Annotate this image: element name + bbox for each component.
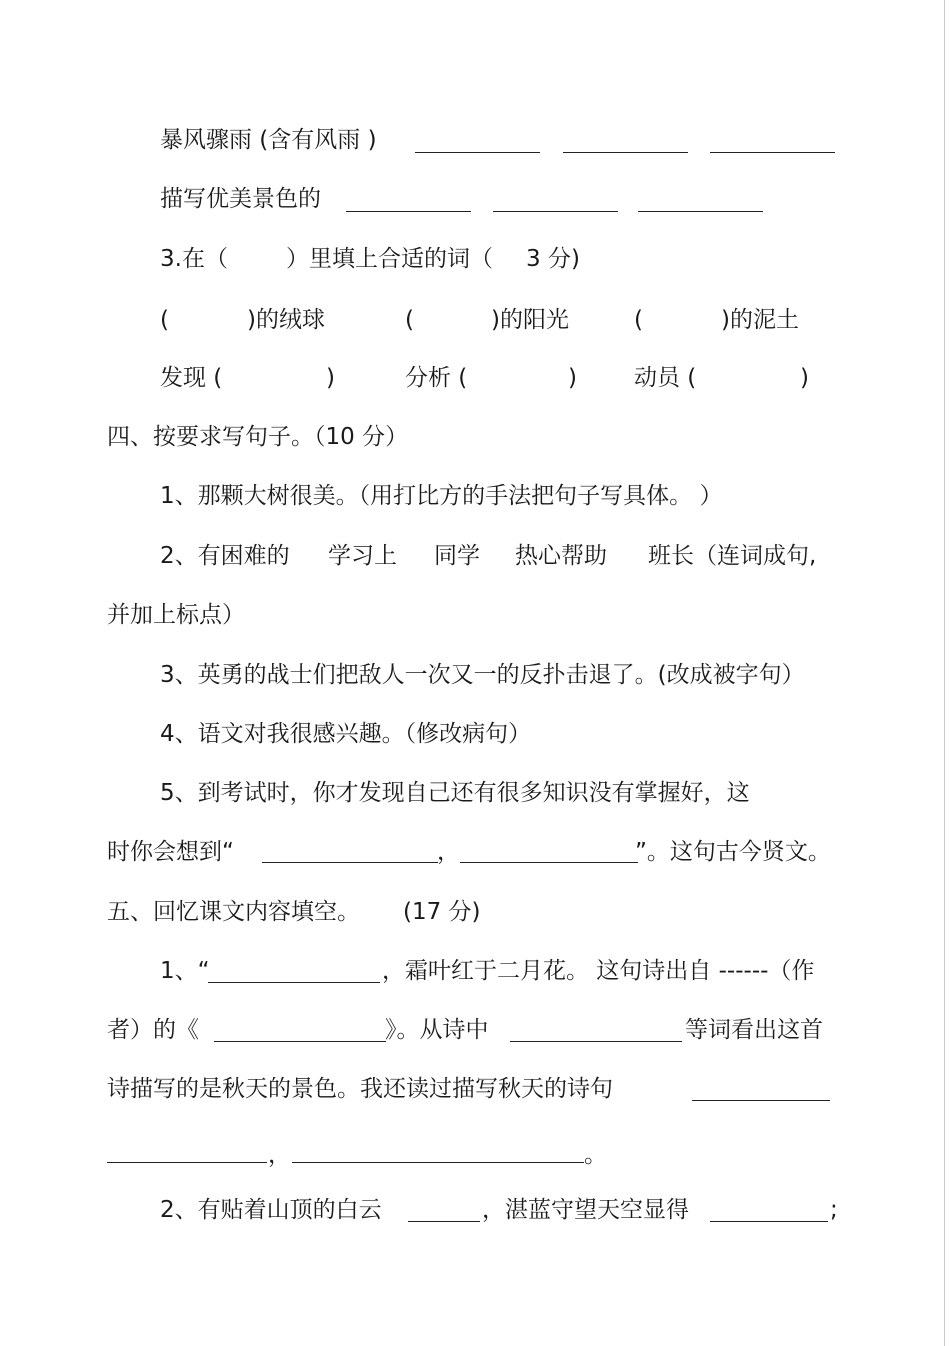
q5-cont-b: ”。这句古今贤文。 — [635, 839, 831, 865]
fill-row1-open-1: ( — [160, 307, 169, 333]
fill-row-2 — [160, 363, 860, 393]
q2-a: 2、有贴着山顶的白云 — [160, 1197, 382, 1223]
fill-words-score: 3 分) — [526, 246, 580, 272]
q1-blank-3[interactable] — [510, 1041, 682, 1042]
q1-a: 1、“ — [160, 958, 210, 984]
q1-blank-4[interactable] — [692, 1100, 830, 1101]
q1-e: 等词看出这首 — [685, 1017, 823, 1043]
q1-blank-2[interactable] — [214, 1041, 386, 1042]
q1-blank-1[interactable] — [208, 982, 380, 983]
storm-blank-3[interactable] — [710, 152, 835, 153]
q5-comma: ， — [437, 839, 460, 865]
q2-word-4: 热心帮助 — [515, 543, 607, 569]
q2-word-5: 班长（连词成句, — [648, 543, 817, 569]
fill-row-1 — [160, 305, 860, 335]
q1-c: 者）的《 — [107, 1017, 199, 1043]
fill-row1-open-2: ( — [405, 307, 414, 333]
q1-period: 。 — [584, 1142, 607, 1168]
section4-title: 四、按要求写句子。（10 分） — [107, 424, 409, 450]
fill-row1-close-1: )的绒球 — [247, 307, 325, 333]
section5-q1-line3: 诗描写的是秋天的景色。我还读过描写秋天的诗句 — [107, 1076, 613, 1102]
fill-words-prefix: 3.在（ — [160, 246, 228, 272]
storm-blank-1[interactable] — [415, 152, 540, 153]
storm-blank-2[interactable] — [563, 152, 688, 153]
fill-row2-close-1: ) — [326, 365, 335, 391]
section4-q4: 4、语文对我很感兴趣。（修改病句） — [160, 721, 532, 747]
q1-blank-6[interactable] — [292, 1162, 584, 1163]
fill-row2-close-3: ) — [800, 365, 809, 391]
fill-row2-open-3: 动员 ( — [634, 365, 697, 391]
scenery-blank-2[interactable] — [493, 211, 618, 212]
page-edge — [944, 0, 945, 1346]
q2-b: ，湛蓝守望天空显得 — [482, 1197, 689, 1223]
scenery-label: 描写优美景色的 — [160, 186, 321, 212]
fill-row1-close-3: )的泥土 — [721, 307, 799, 333]
q1-b: ，霜叶红于二月花。 这句诗出自 ------（作 — [382, 958, 815, 984]
section4-q3: 3、英勇的战士们把敌人一次又一的反扑击退了。(改成被字句） — [160, 662, 805, 688]
scenery-blank-3[interactable] — [638, 211, 763, 212]
fill-row2-open-1: 发现 ( — [160, 365, 223, 391]
storm-label: 暴风骤雨 (含有风雨 ) — [160, 127, 377, 153]
section4-q5: 5、到考试时，你才发现自己还有很多知识没有掌握好，这 — [160, 780, 750, 806]
q2-word-1: 2、有困难的 — [160, 543, 290, 569]
section4-q2 — [160, 541, 860, 571]
q2-c: ; — [830, 1197, 838, 1223]
fill-row1-close-2: )的阳光 — [491, 307, 569, 333]
fill-row1-open-3: ( — [634, 307, 643, 333]
q5-blank-2[interactable] — [460, 862, 638, 863]
q2-blank-1[interactable] — [408, 1221, 480, 1222]
q2-blank-2[interactable] — [710, 1221, 828, 1222]
q5-cont-a: 时你会想到“ — [107, 839, 234, 865]
q2-word-3: 同学 — [434, 543, 480, 569]
section5-title: 五、回忆课文内容填空。 — [107, 899, 360, 925]
fill-row2-open-2: 分析 ( — [405, 365, 468, 391]
scenery-blank-1[interactable] — [346, 211, 471, 212]
section4-q1: 1、那颗大树很美。（用打比方的手法把句子写具体。 ） — [160, 483, 723, 509]
fill-words-suffix: ）里填上合适的词（ — [286, 246, 493, 272]
q1-d: 》。从诗中 — [385, 1017, 489, 1043]
fill-row2-close-2: ) — [568, 365, 577, 391]
q1-blank-5[interactable] — [107, 1162, 267, 1163]
q2-word-2: 学习上 — [328, 543, 397, 569]
q5-blank-1[interactable] — [262, 862, 438, 863]
q1-comma: ， — [268, 1142, 291, 1168]
section5-score: (17 分) — [403, 899, 481, 925]
section4-q2-cont: 并加上标点） — [107, 602, 245, 628]
section5-title-line — [107, 897, 607, 927]
